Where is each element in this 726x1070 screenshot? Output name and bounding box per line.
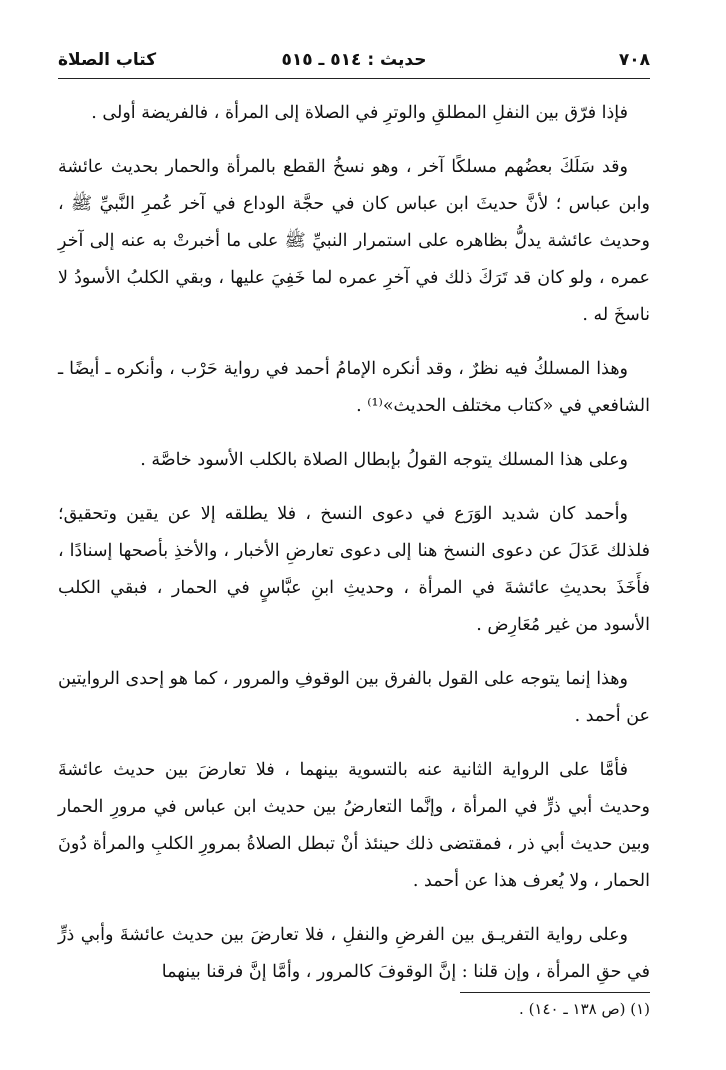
book-page xyxy=(58,44,650,1018)
paragraph: وعلى هذا المسلك يتوجه القولُ بإبطال الصلاة بالكلب الأسود خاصَّة . xyxy=(140,450,628,470)
paragraph: وأحمد كان شديد الوَرَع في دعوى النسخ ، فلا يطلقه إلا عن يقين وتحقيق؛ فلذلك عَدَلَ عن دعوى النسخ هنا إلى دعوى تعارضِ الأخبار ، والأخذِ بأصحها إسنادًا ، فأَخَذَ بحديثِ عائشةَ في المرأة ، وحديثِ ابنِ عبَّاسٍ في الحمار ، فبقي الكلب الأسود من غير مُعَارِض . xyxy=(58,504,650,635)
paragraph: وعلى رواية التفريـق بين الفرضِ والنفلِ ، فلا تعارضَ بين حديث عائشةَ وأبي ذرٍّ في حقِ المرأة ، وإن قلنا : إنَّ الوقوفَ كالمرور ، وأمَّا إنَّ فرقنا بينهما xyxy=(58,925,650,982)
page-number: ٧٠٨ xyxy=(618,50,650,70)
paragraph: فأمَّا على الرواية الثانية عنه بالتسوية بينهما ، فلا تعارضَ بين حديث عائشةَ وحديث أبي ذرٍّ في المرأة ، وإنَّما التعارضُ بين حديث ابن عباس في مرورِ الحمار وبين حديث أبي ذر ، فمقتضى ذلك حينئذ أنْ تبطل الصلاةُ بمرورِ الكلبِ والمرأة دُونَ الحمار ، ولا يُعرف هذا عن أحمد . xyxy=(58,760,650,891)
book-title: كتاب الصلاة xyxy=(58,50,157,70)
paragraph: وهذا إنما يتوجه على القول بالفرق بين الوقوفِ والمرور ، كما هو إحدى الروايتين عن أحمد . xyxy=(58,669,650,726)
body-text xyxy=(58,95,650,991)
page-header xyxy=(58,44,650,79)
paragraph: وهذا المسلكُ فيه نظرٌ ، وقد أنكره الإمامُ أحمد في رواية حَرْب ، وأنكره ـ أيضًا ـ الشافعي في «كتاب مختلف الحديث»⁽¹⁾ . xyxy=(58,359,650,416)
footnote: (١) (ص ١٣٨ ـ ١٤٠) . xyxy=(519,1000,650,1018)
paragraph: فإذا فرّق بين النفلِ المطلقِ والوترِ في الصلاة إلى المرأة ، فالفريضة أولى . xyxy=(91,103,628,123)
paragraph: وقد سَلَكَ بعضُهم مسلكًا آخر ، وهو نسخُ القطع بالمرأة والحمار بحديث عائشة وابن عباس ؛ لأنَّ حديثَ ابن عباس كان في حجَّة الوداع في آخر عُمرِ النَّبيِّ ﷺ ، وحديث عائشة يدلُّ بظاهره على استمرار النبيِّ ﷺ على ما أخبرتْ به عنه إلى آخرِ عمره ، ولو كان قد تَرَكَ ذلك في آخرِ عمره لما خَفِيَ عليها ، وبقي الكلبُ الأسودُ لا ناسخَ له . xyxy=(58,157,650,325)
footnote-separator xyxy=(460,992,650,993)
hadith-range: حديث : ٥١٤ ـ ٥١٥ xyxy=(281,50,427,70)
